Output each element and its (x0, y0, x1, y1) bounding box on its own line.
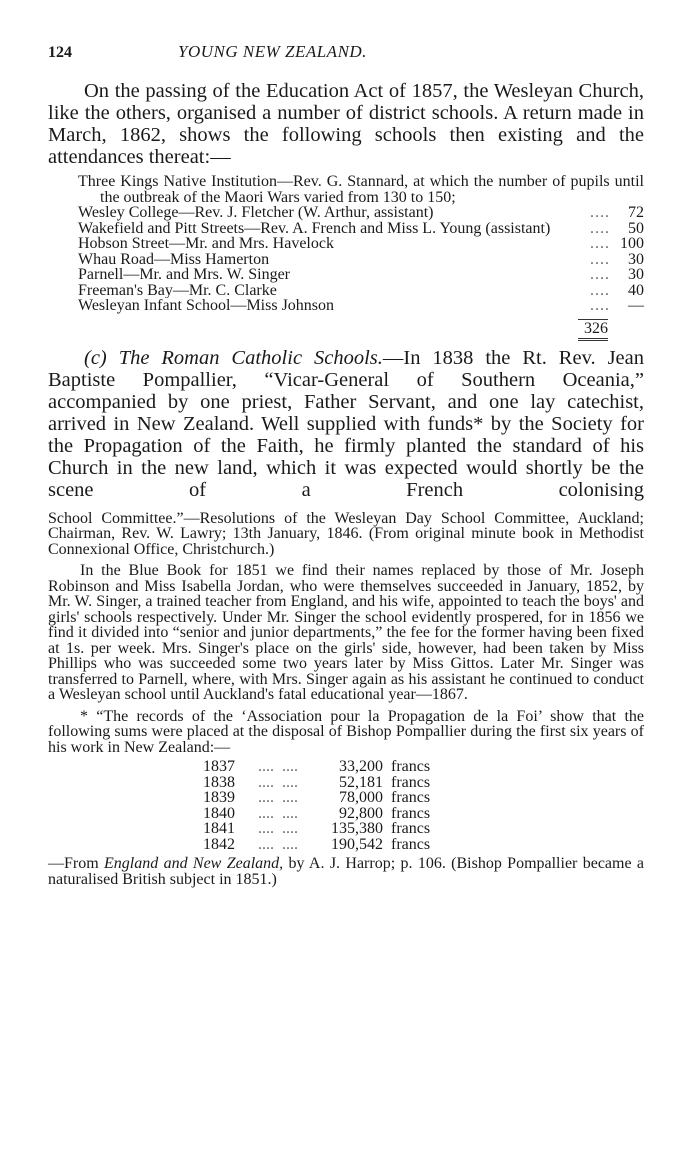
school-entry: Wesleyan Infant School—Miss Johnson .... — (78, 297, 644, 314)
school-entry: Whau Road—Miss Hamerton .... 30 (78, 250, 644, 268)
school-entry: Wakefield and Pitt Streets—Rev. A. French and Miss L. Young (assistant) (78, 219, 551, 237)
running-title: YOUNG NEW ZEALAND. (178, 42, 367, 61)
footnote-propagation-funds: * “The records of the ‘Association pour la Propagation de la Foi’ show that the following sums were placed at the disposal of Bishop Pompallier during the first six years of his work in New Zealand:— (48, 707, 644, 756)
table-row: 1842 .... .... 190,542 francs (203, 835, 431, 853)
funds-table (203, 759, 644, 852)
footnote-continued: School Committee.”—Resolutions of the Wesleyan Day School Committee, Auckland; Chairman, Rev. W. Lawry; 13th January, 1846. (From original minute book in Methodist Connexional Office, Christchurch.) (48, 509, 644, 558)
source-title: England and New Zealand, (104, 855, 284, 872)
page-header (48, 42, 644, 68)
table-row: 1840 .... .... 92,800 francs (203, 804, 431, 822)
school-entry: Three Kings Native Institution—Rev. G. Stannard, at which the number of pupils until the outbreak of the Maori Wars varied from 130 to 150; (78, 173, 644, 206)
schools-list (78, 174, 644, 314)
footnote-blue-book: In the Blue Book for 1851 we find their names replaced by those of Mr. Joseph Robinson and Miss Isabella Jordan, who were themselves succeeded in January, 1852, by Mr. W. Singer, a trained teacher from England, and his wife, appointed to teach the boys' and girls' schools respectively. Under Mr. Singer the school evidently prospered, for in 1856 we find it divided into “senior and junior departments,” the fee for the former having been fixed at 1s. per week. Mrs. Singer's place on the girls' side, however, had been taken by Miss Phillips who was succeeded some two years later by Miss Gittos. Later Mr. Singer was transferred to Parnell, where, with Mrs. Singer again as his assistant he continued to conduct a Wesleyan school until Auckland's fatal educational year—1867. (48, 562, 644, 703)
school-entry: Freeman's Bay—Mr. C. Clarke .... 40 (78, 281, 644, 299)
table-row: 1841 .... .... 135,380 francs (203, 820, 431, 837)
paragraph-education-act: On the passing of the Education Act of 1857, the Wesleyan Church, like the others, organised a number of district schools. A return made in March, 1862, shows the following schools then existing and the attendances thereat:— (48, 80, 644, 168)
page-number: 124 (48, 44, 72, 61)
footnote-source: —From England and New Zealand, by A. J. Harrop; p. 106. (Bishop Pompallier became a naturalised British subject in 1851.) (48, 855, 645, 888)
school-entry: Wesley College—Rev. J. Fletcher (W. Arthur, assistant) .... 72 (78, 204, 644, 221)
attendance-total: 326 (578, 319, 608, 338)
table-row: 1837 .... .... 33,200 francs (203, 758, 431, 775)
table-row: 1839 .... .... 78,000 francs (203, 789, 431, 806)
school-entry-count: .... 50 (590, 219, 644, 237)
page (48, 42, 644, 887)
section-label: (c) The Roman Catholic Schools. (84, 346, 383, 369)
table-row: 1838 .... .... 52,181 francs (203, 773, 431, 791)
total-double-rule (578, 338, 608, 343)
paragraph-text: —In 1838 the Rt. Rev. Jean Baptiste Pompallier, “Vicar-General of Southern Oceania,” accompanied by one priest, Father Servant, and one lay catechist, arrived in New Zealand. Well supplied with funds* by the Society for the Propagation of the Faith, he firmly planted the standard of his Church in the new land, which it was expected would shortly be the scene of a French colonising (48, 346, 644, 501)
school-entry: Parnell—Mr. and Mrs. W. Singer .... 30 (78, 266, 644, 283)
paragraph-catholic-schools (48, 347, 644, 501)
school-entry: Hobson Street—Mr. and Mrs. Havelock .... 100 (78, 235, 644, 252)
